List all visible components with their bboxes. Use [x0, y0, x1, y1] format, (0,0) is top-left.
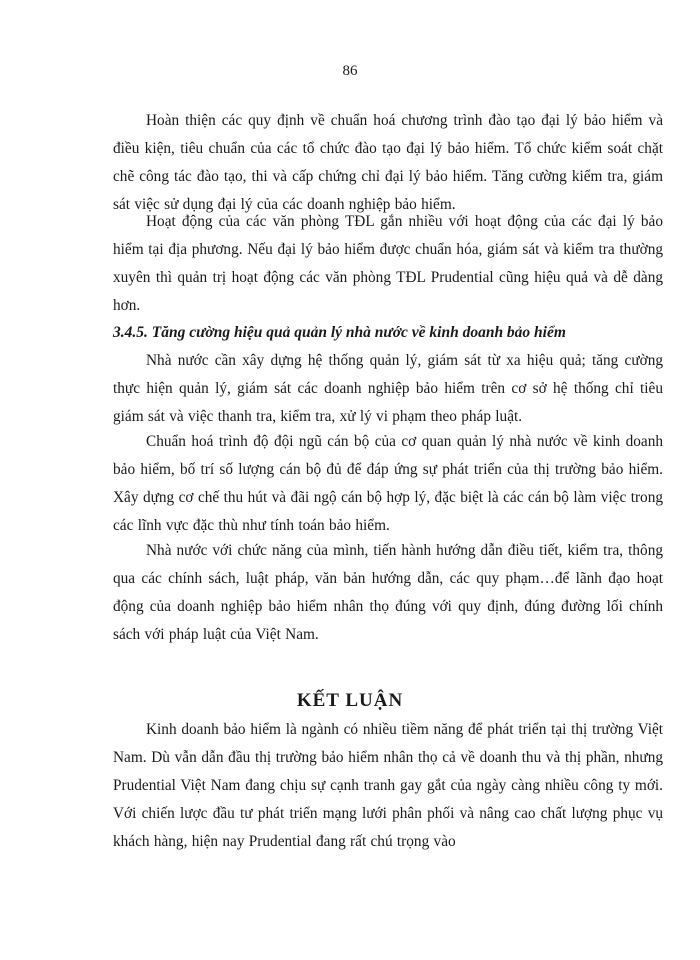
paragraph-agency-offices: Hoạt động của các văn phòng TĐL gắn nhiều với hoạt động của các đại lý bảo hiểm tại địa phương. Nếu đại lý bảo hiểm được chuẩn hóa, giám sát và kiểm tra thường xuyên thì quản trị hoạt động các văn phòng TĐL Prudential cũng hiệu quả và dễ dàng hơn.: [113, 213, 663, 314]
page-number: 86: [342, 63, 358, 79]
paragraph-staff-standardization: Chuẩn hoá trình độ đội ngũ cán bộ của cơ quan quản lý nhà nước về kinh doanh bảo hiểm, bố trí số lượng cán bộ đủ để đáp ứng sự phát triển của thị trường bảo hiểm. Xây dựng cơ chế thu hút và đãi ngộ cán bộ hợp lý, đặc biệt là các cán bộ làm việc trong các lĩnh vực đặc thù như tính toán bảo hiểm.: [113, 433, 663, 534]
conclusion-title: KẾT LUẬN: [296, 690, 404, 711]
paragraph-state-supervision: Nhà nước cần xây dựng hệ thống quản lý, giám sát từ xa hiệu quả; tăng cường thực hiện quản lý, giám sát các doanh nghiệp bảo hiểm trên cơ sở hệ thống chỉ tiêu giám sát và việc thanh tra, kiểm tra, xử lý vi phạm theo pháp luật.: [113, 352, 663, 425]
section-heading: 3.4.5. Tăng cường hiệu quả quản lý nhà nước về kinh doanh bảo hiểm: [113, 324, 566, 341]
paragraph-state-regulation: Nhà nước với chức năng của mình, tiến hành hướng dẫn điều tiết, kiểm tra, thông qua các chính sách, luật pháp, văn bản hướng dẫn, các quy phạm…để lãnh đạo hoạt động của doanh nghiệp bảo hiểm nhân thọ đúng với quy định, đúng đường lối chính sách với pháp luật của Việt Nam.: [113, 542, 663, 643]
paragraph-agent-training-standards: Hoàn thiện các quy định về chuẩn hoá chương trình đào tạo đại lý bảo hiểm và điều kiện, tiêu chuẩn của các tổ chức đào tạo đại lý bảo hiểm. Tổ chức kiểm soát chặt chẽ công tác đào tạo, thi và cấp chứng chỉ đại lý bảo hiểm. Tăng cường kiểm tra, giám sát việc sử dụng đại lý của các doanh nghiệp bảo hiểm.: [113, 112, 663, 213]
paragraph-conclusion: Kinh doanh bảo hiểm là ngành có nhiều tiềm năng để phát triển tại thị trường Việt Nam. Dù vẫn dẫn đầu thị trường bảo hiểm nhân thọ cả về doanh thu và thị phần, nhưng Prudential Việt Nam đang chịu sự cạnh tranh gay gắt của ngày càng nhiều công ty mới. Với chiến lược đầu tư phát triển mạng lưới phân phối và nâng cao chất lượng phục vụ khách hàng, hiện nay Prudential đang rất chú trọng vào: [113, 721, 663, 850]
